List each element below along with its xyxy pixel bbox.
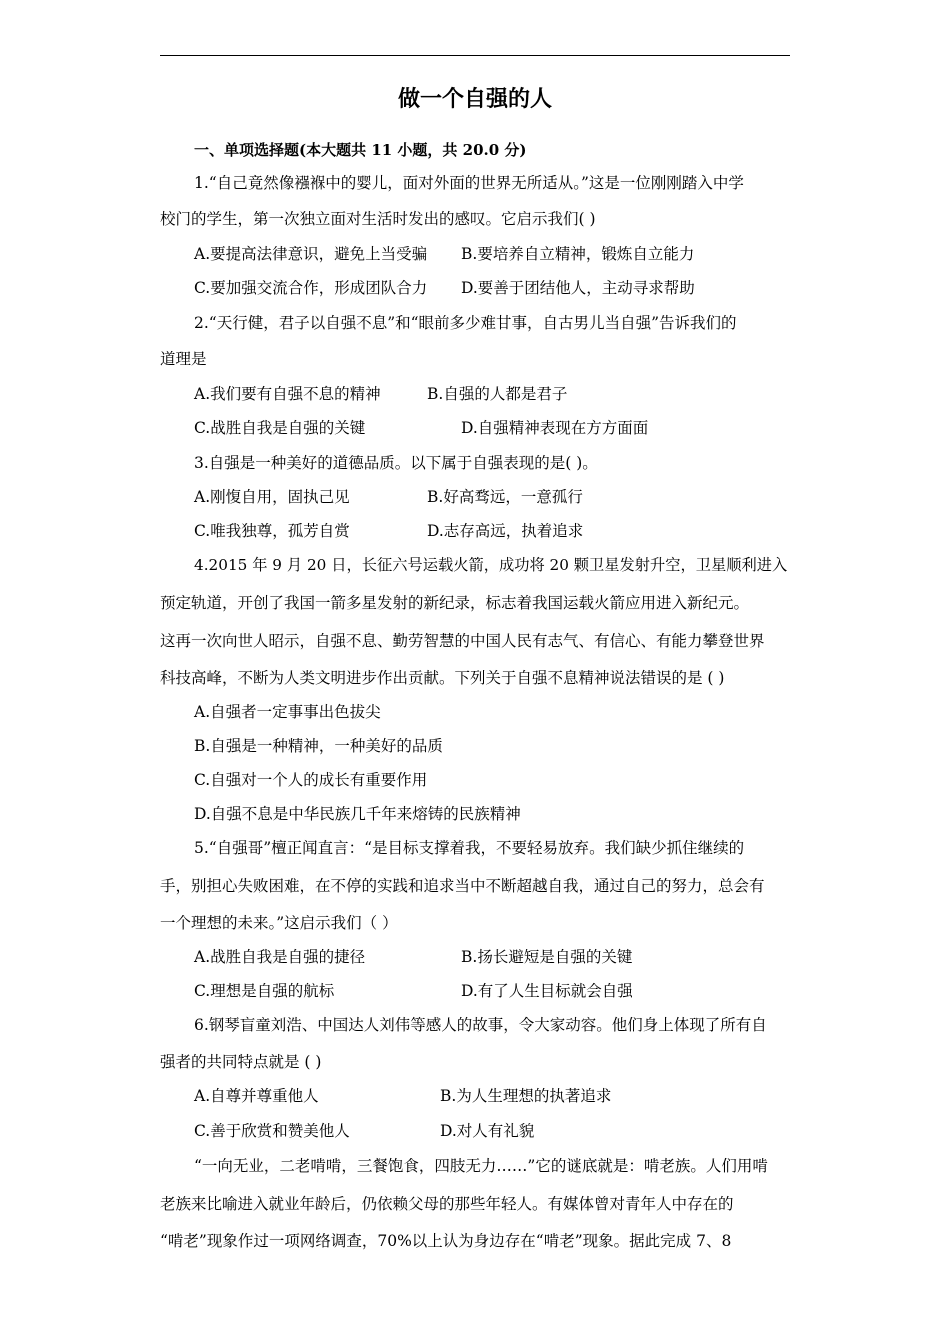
q6-option-c: C.善于欣赏和赞美他人 — [194, 1122, 350, 1140]
q5-option-a: A.战胜自我是自强的捷径 — [194, 948, 366, 966]
passage-line-1: “一向无业，二老啃啃，三餐饱食，四肢无力……”它的谜底就是：啃老族。人们用啃 — [194, 1157, 768, 1175]
q2-option-b: B.自强的人都是君子 — [427, 385, 568, 403]
q1-option-c: C.要加强交流合作，形成团队合力 — [194, 279, 428, 297]
q4-option-d: D.自强不息是中华民族几千年来熔铸的民族精神 — [194, 805, 521, 823]
q1-stem-line-1: 1.“自己竟然像襁褓中的婴儿，面对外面的世界无所适从。”这是一位刚刚踏入中学 — [194, 174, 744, 192]
passage-line-3: “啃老”现象作过一项网络调查，70%以上认为身边存在“啃老”现象。据此完成 7、8 — [160, 1232, 732, 1250]
q6-stem-line-1: 6.钢琴盲童刘浩、中国达人刘伟等感人的故事，令大家动容。他们身上体现了所有自 — [194, 1016, 767, 1034]
q5-stem-line-3: 一个理想的未来。”这启示我们（ ） — [160, 914, 398, 932]
header-rule — [160, 55, 790, 56]
q2-option-d: D.自强精神表现在方方面面 — [461, 419, 649, 437]
q4-option-b: B.自强是一种精神，一种美好的品质 — [194, 737, 443, 755]
q4-stem-line-3: 这再一次向世人昭示，自强不息、勤劳智慧的中国人民有志气、有信心、有能力攀登世界 — [160, 632, 765, 650]
q5-option-d: D.有了人生目标就会自强 — [461, 982, 633, 1000]
q3-option-a: A.刚愎自用，固执己见 — [194, 488, 350, 506]
q4-stem-line-4: 科技高峰，不断为人类文明进步作出贡献。下列关于自强不息精神说法错误的是 ( ) — [160, 669, 725, 687]
q4-stem-line-2: 预定轨道，开创了我国一箭多星发射的新纪录，标志着我国运载火箭应用进入新纪元。 — [160, 594, 750, 612]
q5-stem-line-1: 5.“自强哥”檀正闻直言：“是目标支撑着我，不要轻易放弃。我们缺少抓住继续的 — [194, 839, 745, 857]
q3-option-b: B.好高骛远，一意孤行 — [427, 488, 583, 506]
q6-option-b: B.为人生理想的执著追求 — [440, 1087, 612, 1105]
q5-stem-line-2: 手，别担心失败困难，在不停的实践和追求当中不断超越自我，通过自己的努力，总会有 — [160, 877, 765, 895]
q5-option-c: C.理想是自强的航标 — [194, 982, 335, 1000]
q1-option-d: D.要善于团结他人，主动寻求帮助 — [461, 279, 695, 297]
q3-option-c: C.唯我独尊，孤芳自赏 — [194, 522, 350, 540]
q2-stem-line-1: 2.“天行健，君子以自强不息”和“眼前多少难甘事，自古男儿当自强”告诉我们的 — [194, 314, 737, 332]
q4-option-c: C.自强对一个人的成长有重要作用 — [194, 771, 428, 789]
q5-option-b: B.扬长避短是自强的关键 — [461, 948, 633, 966]
q1-option-b: B.要培养自立精神，锻炼自立能力 — [461, 245, 695, 263]
passage-line-2: 老族来比喻进入就业年龄后，仍依赖父母的那些年轻人。有媒体曾对青年人中存在的 — [160, 1195, 734, 1213]
q6-stem-line-2: 强者的共同特点就是 ( ) — [160, 1053, 322, 1071]
q4-option-a: A.自强者一定事事出色拔尖 — [194, 703, 381, 721]
q1-option-a: A.要提高法律意识，避免上当受骗 — [194, 245, 428, 263]
section-heading: 一、单项选择题(本大题共 11 小题，共 20.0 分) — [194, 141, 527, 159]
q2-option-a: A.我们要有自强不息的精神 — [194, 385, 381, 403]
q1-stem-line-2: 校门的学生，第一次独立面对生活时发出的感叹。它启示我们( ) — [160, 210, 596, 228]
q6-option-a: A.自尊并尊重他人 — [194, 1087, 319, 1105]
q6-option-d: D.对人有礼貌 — [440, 1122, 535, 1140]
q4-stem-line-1: 4.2015 年 9 月 20 日，长征六号运载火箭，成功将 20 颗卫星发射升空，卫星顺利进入 — [194, 556, 788, 574]
q2-option-c: C.战胜自我是自强的关键 — [194, 419, 366, 437]
q3-stem-line-1: 3.自强是一种美好的道德品质。以下属于自强表现的是( )。 — [194, 454, 598, 472]
page-title: 做一个自强的人 — [397, 87, 552, 112]
q3-option-d: D.志存高远，执着追求 — [427, 522, 584, 540]
q2-stem-line-2: 道理是 — [160, 350, 207, 368]
